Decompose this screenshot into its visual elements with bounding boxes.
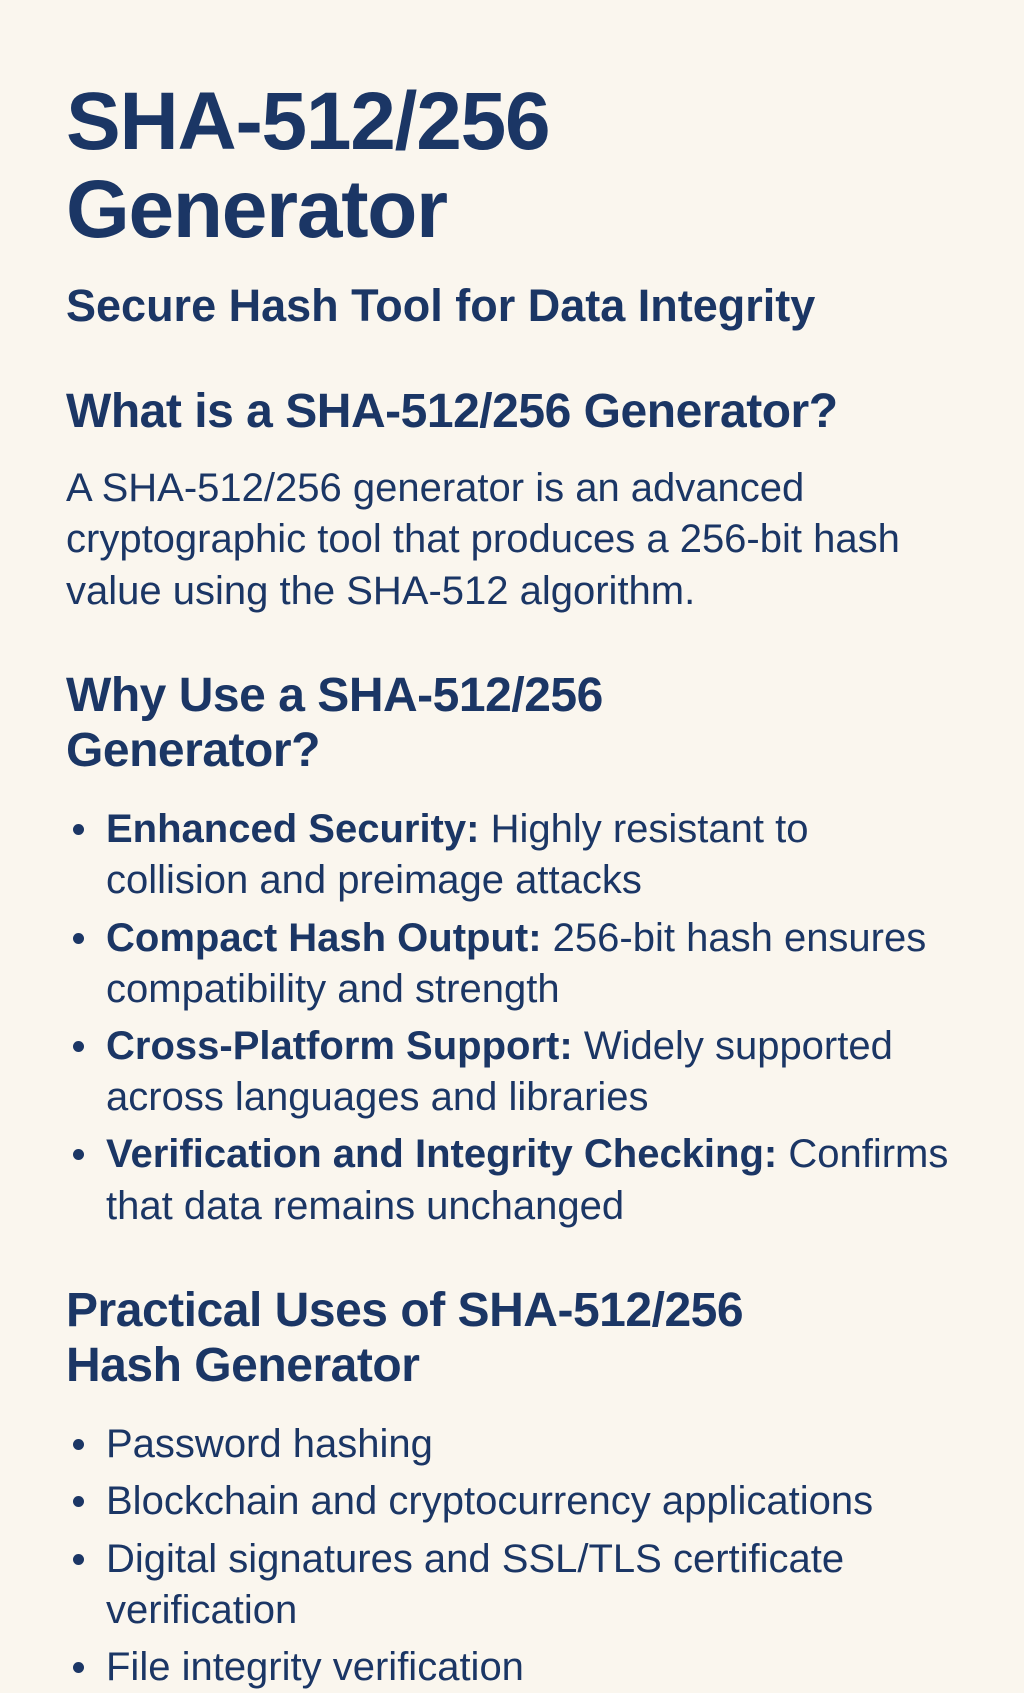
list-item	[66, 1021, 958, 1123]
list-item	[66, 1419, 958, 1470]
page-title: SHA-512/256 Generator	[66, 76, 550, 255]
bullet-icon	[73, 1554, 84, 1565]
what-is-heading: What is a SHA-512/256 Generator?	[66, 384, 838, 438]
list-item-text: Password hashing	[106, 1422, 433, 1467]
bullet-icon	[73, 933, 84, 944]
why-use-heading: Why Use a SHA-512/256 Generator?	[66, 668, 603, 777]
list-item-text: Widely supported across languages and libraries	[106, 1024, 893, 1120]
list-item-text: Highly resistant to collision and preimage attacks	[106, 807, 809, 903]
list-item	[66, 1534, 958, 1636]
list-item-label: Cross-Platform Support:	[106, 1024, 573, 1069]
bullet-icon	[73, 1496, 84, 1507]
list-item-label: Compact Hash Output:	[106, 915, 542, 960]
bullet-icon	[73, 1149, 84, 1160]
list-item-label: Verification and Integrity Checking:	[106, 1132, 778, 1177]
list-item	[66, 1642, 958, 1693]
page-header	[66, 78, 958, 333]
list-item	[66, 1129, 958, 1231]
list-item	[66, 1476, 958, 1527]
benefits-list	[66, 804, 958, 1232]
bullet-icon	[73, 1041, 84, 1052]
list-item-label: Enhanced Security:	[106, 807, 480, 852]
page-subtitle: Secure Hash Tool for Data Integrity	[66, 280, 816, 332]
list-item	[66, 913, 958, 1015]
list-item-text: Confirms that data remains unchanged	[106, 1132, 949, 1228]
section-practical-uses	[66, 1284, 958, 1693]
bullet-icon	[73, 1439, 84, 1450]
bullet-icon	[73, 1662, 84, 1673]
list-item-text: File integrity verification	[106, 1644, 524, 1689]
list-item-text: 256-bit hash ensures compatibility and strength	[106, 915, 927, 1011]
section-what-is	[66, 385, 958, 617]
practical-uses-heading: Practical Uses of SHA-512/256 Hash Generator	[66, 1283, 744, 1392]
list-item	[66, 804, 958, 906]
section-why-use	[66, 669, 958, 1232]
list-item-text: Blockchain and cryptocurrency applications	[106, 1479, 874, 1524]
list-item-text: Digital signatures and SSL/TLS certificate verification	[106, 1536, 845, 1632]
what-is-paragraph: A SHA-512/256 generator is an advanced cryptographic tool that produces a 256-bit hash value using the SHA-512 algorithm.	[66, 466, 900, 613]
practical-uses-list	[66, 1419, 958, 1693]
bullet-icon	[73, 824, 84, 835]
